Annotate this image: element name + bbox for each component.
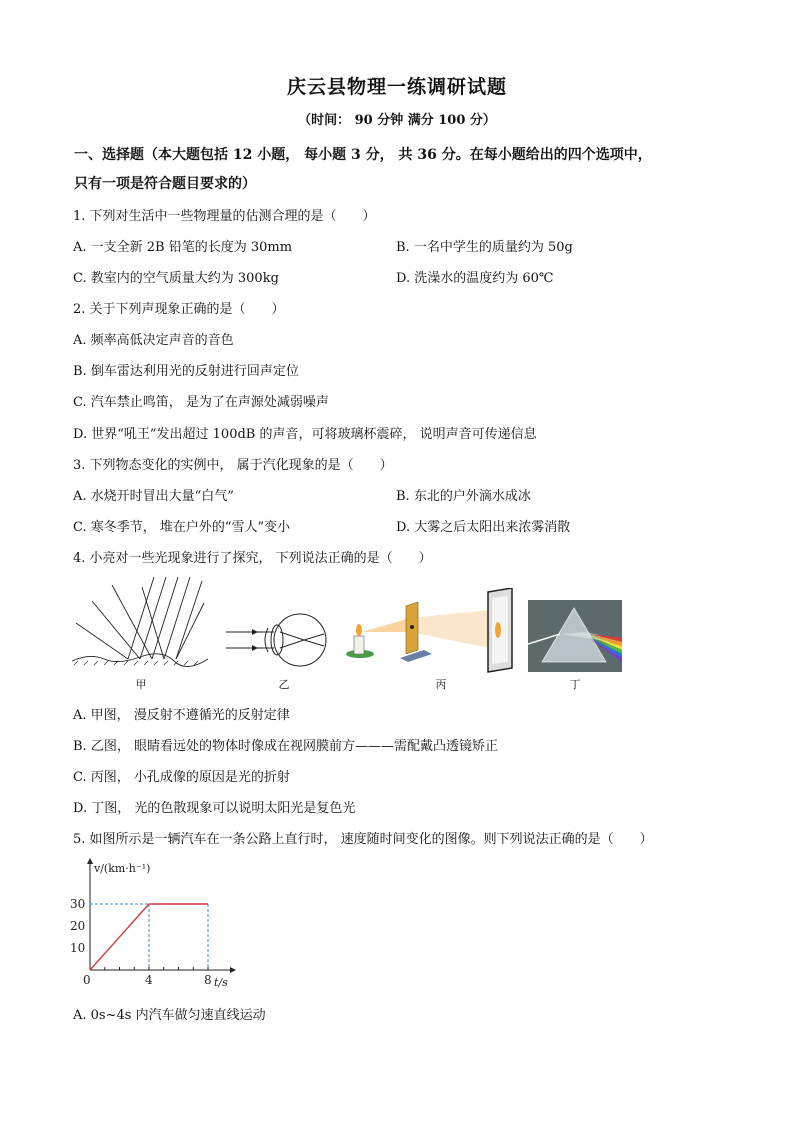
x-axis-arrow [230,967,236,973]
figure-caption-bing: 丙 [435,678,447,691]
figure-prism-dispersion [528,600,622,672]
section-heading-line-2: 只有一项是符合题目要求的） [74,176,256,192]
y-tick-label-20: 20 [70,919,86,933]
q4-option-d: D. 丁图， 光的色散现象可以说明太阳光是复色光 [73,801,356,816]
q5-option-a: A. 0s~4s 内汽车做匀速直线运动 [73,1008,266,1023]
x-axis-label: t/s [214,976,228,989]
page-title: 庆云县物理一练调研试题 [286,76,507,98]
section-heading [74,141,724,199]
velocity-time-chart [64,856,244,992]
q4-option-b: B. 乙图， 眼睛看远处的物体时像成在视网膜前方———需配戴凸透镜矫正 [73,739,498,754]
q1-option-c: C. 教室内的空气质量大约为 300kg [73,271,279,286]
y-tick-label-30: 30 [70,897,86,911]
q1-option-a: A. 一支全新 2B 铅笔的长度为 30mm [73,240,293,255]
y-axis-label: v/(km·h⁻¹) [94,862,151,875]
figure-pinhole-camera [340,588,520,674]
q2-stem: 2. 关于下列声现象正确的是（ ） [73,302,285,317]
exam-info: （时间： 90 分钟 满分 100 分） [298,113,496,128]
x-tick-label-8: 8 [204,973,212,987]
x-tick-label-0: 0 [83,973,91,987]
q2-option-d: D. 世界“吼王”发出超过 100dB 的声音，可将玻璃杯震碎， 说明声音可传递信息 [73,427,537,442]
q3-option-b: B. 东北的户外滴水成冰 [396,489,531,504]
q2-option-c: C. 汽车禁止鸣笛， 是为了在声源处减弱噪声 [73,395,329,410]
figure-diffuse-reflection [70,573,210,671]
q4-stem: 4. 小亮对一些光现象进行了探究， 下列说法正确的是（ ） [73,551,432,566]
y-axis-arrow [87,858,93,864]
x-tick-label-4: 4 [145,973,153,987]
q3-stem: 3. 下列物态变化的实例中， 属于汽化现象的是（ ） [73,458,393,473]
q3-option-a: A. 水烧开时冒出大量“白气” [73,489,234,504]
q1-option-b: B. 一名中学生的质量约为 50g [396,240,573,255]
figure-eye-lens [222,608,330,670]
figure-caption-jia: 甲 [135,678,147,691]
q2-option-a: A. 频率高低决定声音的音色 [73,333,234,348]
series-segment-1 [90,904,149,970]
q4-option-c: C. 丙图， 小孔成像的原因是光的折射 [73,770,290,785]
q2-option-b: B. 倒车雷达利用光的反射进行回声定位 [73,364,299,379]
q1-stem: 1. 下列对生活中一些物理量的估测合理的是（ ） [73,209,376,224]
q5-stem: 5. 如图所示是一辆汽车在一条公路上直行时， 速度随时间变化的图像。则下列说法正确的是（ ） [73,832,653,847]
section-heading-line-1: 一、选择题（本大题包括 12 小题， 每小题 3 分， 共 36 分。在每小题给出的四个选项中， [74,147,652,163]
figure-caption-ding: 丁 [569,678,581,691]
q4-option-a: A. 甲图， 漫反射不遵循光的反射定律 [73,708,290,723]
q1-option-d: D. 洗澡水的温度约为 60℃ [396,271,554,286]
figure-caption-yi: 乙 [278,678,290,691]
q3-option-c: C. 寒冬季节， 堆在户外的“雪人”变小 [73,520,291,535]
q3-option-d: D. 大雾之后太阳出来浓雾消散 [396,520,571,535]
y-tick-label-10: 10 [70,941,86,955]
